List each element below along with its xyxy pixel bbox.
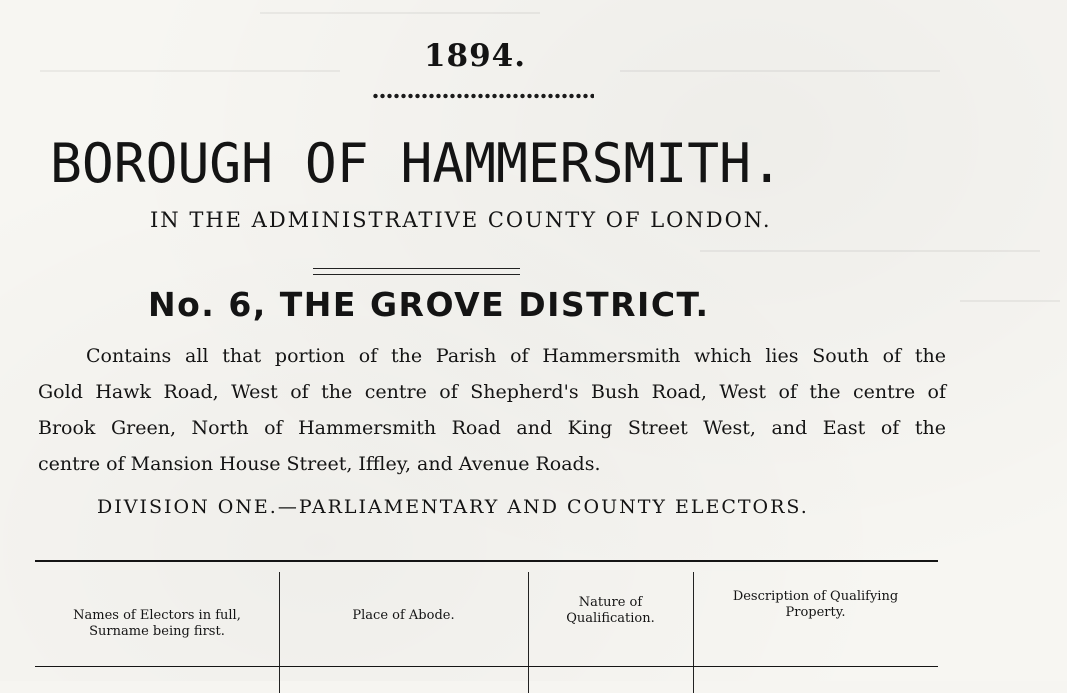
bleed-through-line [700, 250, 1040, 252]
column-header-abode [279, 608, 528, 624]
column-header-property [693, 589, 938, 621]
column-header-names [35, 608, 279, 640]
table-header-bottom-rule [35, 666, 938, 667]
electors-table-header [35, 560, 938, 681]
column-divider [528, 572, 529, 693]
column-header-line: Nature of [578, 595, 643, 610]
description-line: Brook Green, North of Hammersmith Road and King Street West, and East of the [38, 417, 946, 439]
column-header-line: Property. [785, 605, 846, 620]
district-description [38, 338, 946, 482]
column-header-line: Description of Qualifying [732, 589, 899, 604]
county-subtitle: IN THE ADMINISTRATIVE COUNTY OF LONDON. [150, 208, 772, 232]
district-heading: No. 6, THE GROVE DISTRICT. [148, 285, 710, 324]
column-header-qualification [528, 595, 693, 627]
description-line: Contains all that portion of the Parish of Hammersmith which lies South of the [86, 345, 946, 367]
table-top-rule [35, 560, 938, 562]
borough-title: BOROUGH OF HAMMERSMITH. [50, 132, 783, 195]
dotted-ornament-divider [372, 92, 594, 102]
column-header-line: Surname being first. [89, 624, 225, 639]
bleed-through-line [960, 300, 1060, 302]
double-rule-divider [313, 268, 520, 275]
column-header-line: Qualification. [566, 611, 655, 626]
column-header-line: Names of Electors in full, [73, 608, 241, 623]
division-heading: DIVISION ONE.—PARLIAMENTARY AND COUNTY ELECTORS. [97, 496, 809, 518]
column-header-line: Place of Abode. [352, 608, 455, 623]
column-divider [279, 572, 280, 693]
document-year: 1894. [423, 38, 527, 74]
description-line: Gold Hawk Road, West of the centre of Shepherd's Bush Road, West of the centre of [38, 381, 946, 403]
bleed-through-line [260, 12, 540, 14]
description-line: centre of Mansion House Street, Iffley, and Avenue Roads. [38, 453, 601, 475]
